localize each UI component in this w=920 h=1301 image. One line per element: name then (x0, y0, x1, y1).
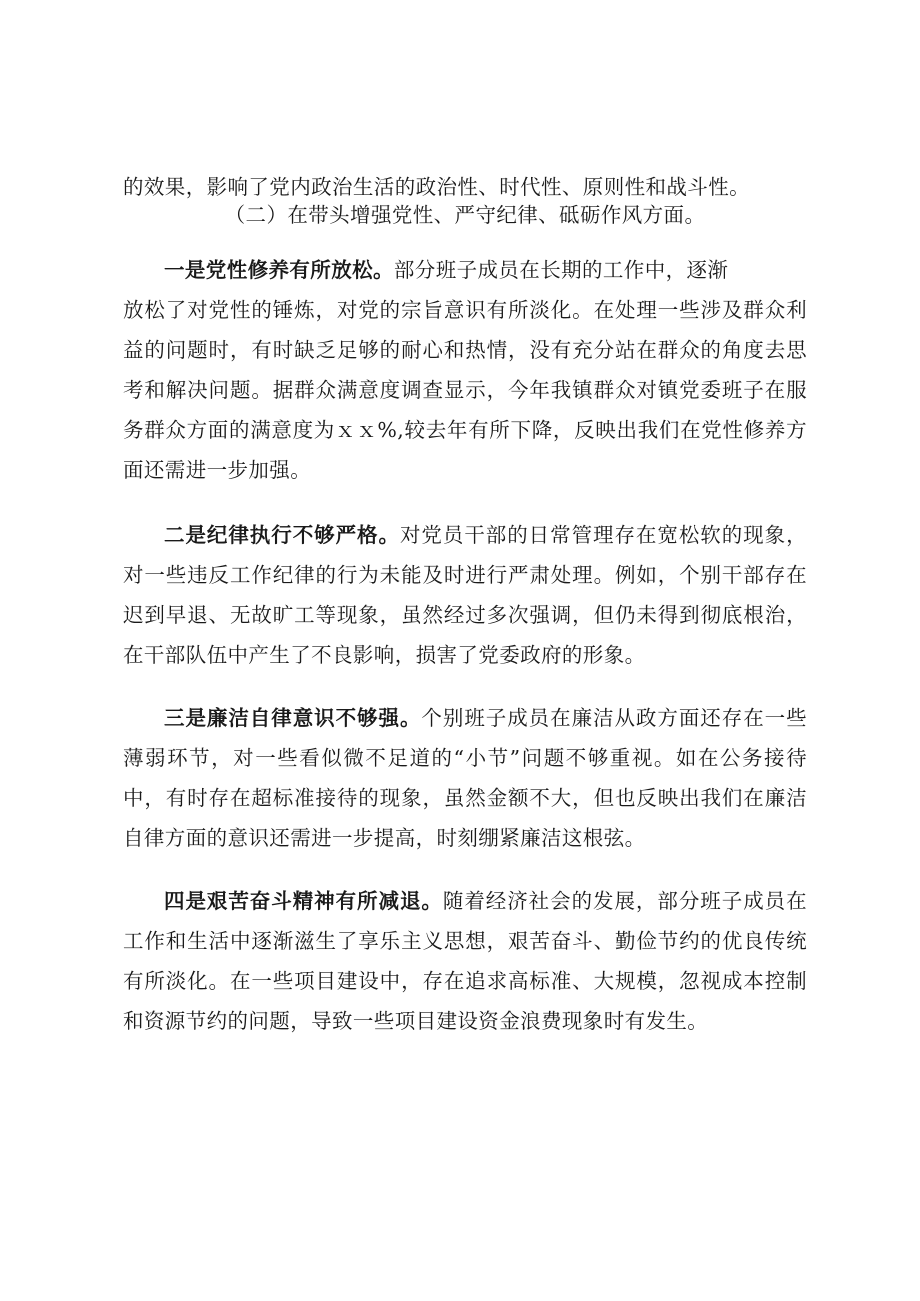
paragraph-discipline (123, 515, 807, 675)
paragraph-body: 放松了对党性的锤炼，对党的宗旨意识有所淡化。在处理一些涉及群众利益的问题时，有时缺乏足够的耐心和热情，没有充分站在群众的角度去思考和解决问题。据群众满意度调查显示，今年我镇群众对镇党委班子在服务群众方面的满意度为ｘｘ%,较去年有所下降，反映出我们在党性修养方面还需进一步加强。 (123, 298, 807, 482)
paragraph-lead: 四是艰苦奋斗精神有所减退。 (164, 889, 443, 913)
paragraph-lead: 二是纪律执行不够严格。 (164, 523, 400, 547)
paragraph-body: 随着经济社会的发展，部分班子成员在工作和生活中逐渐滋生了享乐主义思想，艰苦奋斗、勤俭节约的优良传统有所淡化。在一些项目建设中，存在追求高标准、大规模，忽视成本控制和资源节约的问题，导致一些项目建设资金浪费现象时有发生。 (123, 889, 807, 1033)
section-heading: （二）在带头增强党性、严守纪律、砥砺作风方面。 (224, 203, 706, 227)
continuation-line: 的效果，影响了党内政治生活的政治性、时代性、原则性和战斗性。 (123, 175, 750, 199)
paragraph-integrity (123, 698, 807, 858)
paragraph-body-first-line: 部分班子成员在长期的工作中，逐渐 (393, 258, 729, 282)
paragraph-lead: 一是党性修养有所放松。 (164, 258, 394, 282)
paragraph-body: 个别班子成员在廉洁从政方面还存在一些薄弱环节，对一些看似微不足道的“小节”问题不够重视。如在公务接待中，有时存在超标准接待的现象，虽然金额不大，但也反映出我们在廉洁自律方面的意识还需进一步提高，时刻绷紧廉洁这根弦。 (123, 706, 807, 850)
paragraph-party-spirit (123, 250, 807, 490)
paragraph-hard-work (123, 881, 807, 1041)
paragraph-lead: 三是廉洁自律意识不够强。 (164, 706, 422, 730)
paragraph-body: 对党员干部的日常管理存在宽松软的现象，对一些违反工作纪律的行为未能及时进行严肃处理。例如，个别干部存在迟到早退、无故旷工等现象，虽然经过多次强调，但仍未得到彻底根治，在干部队伍中产生了不良影响，损害了党委政府的形象。 (123, 523, 807, 667)
